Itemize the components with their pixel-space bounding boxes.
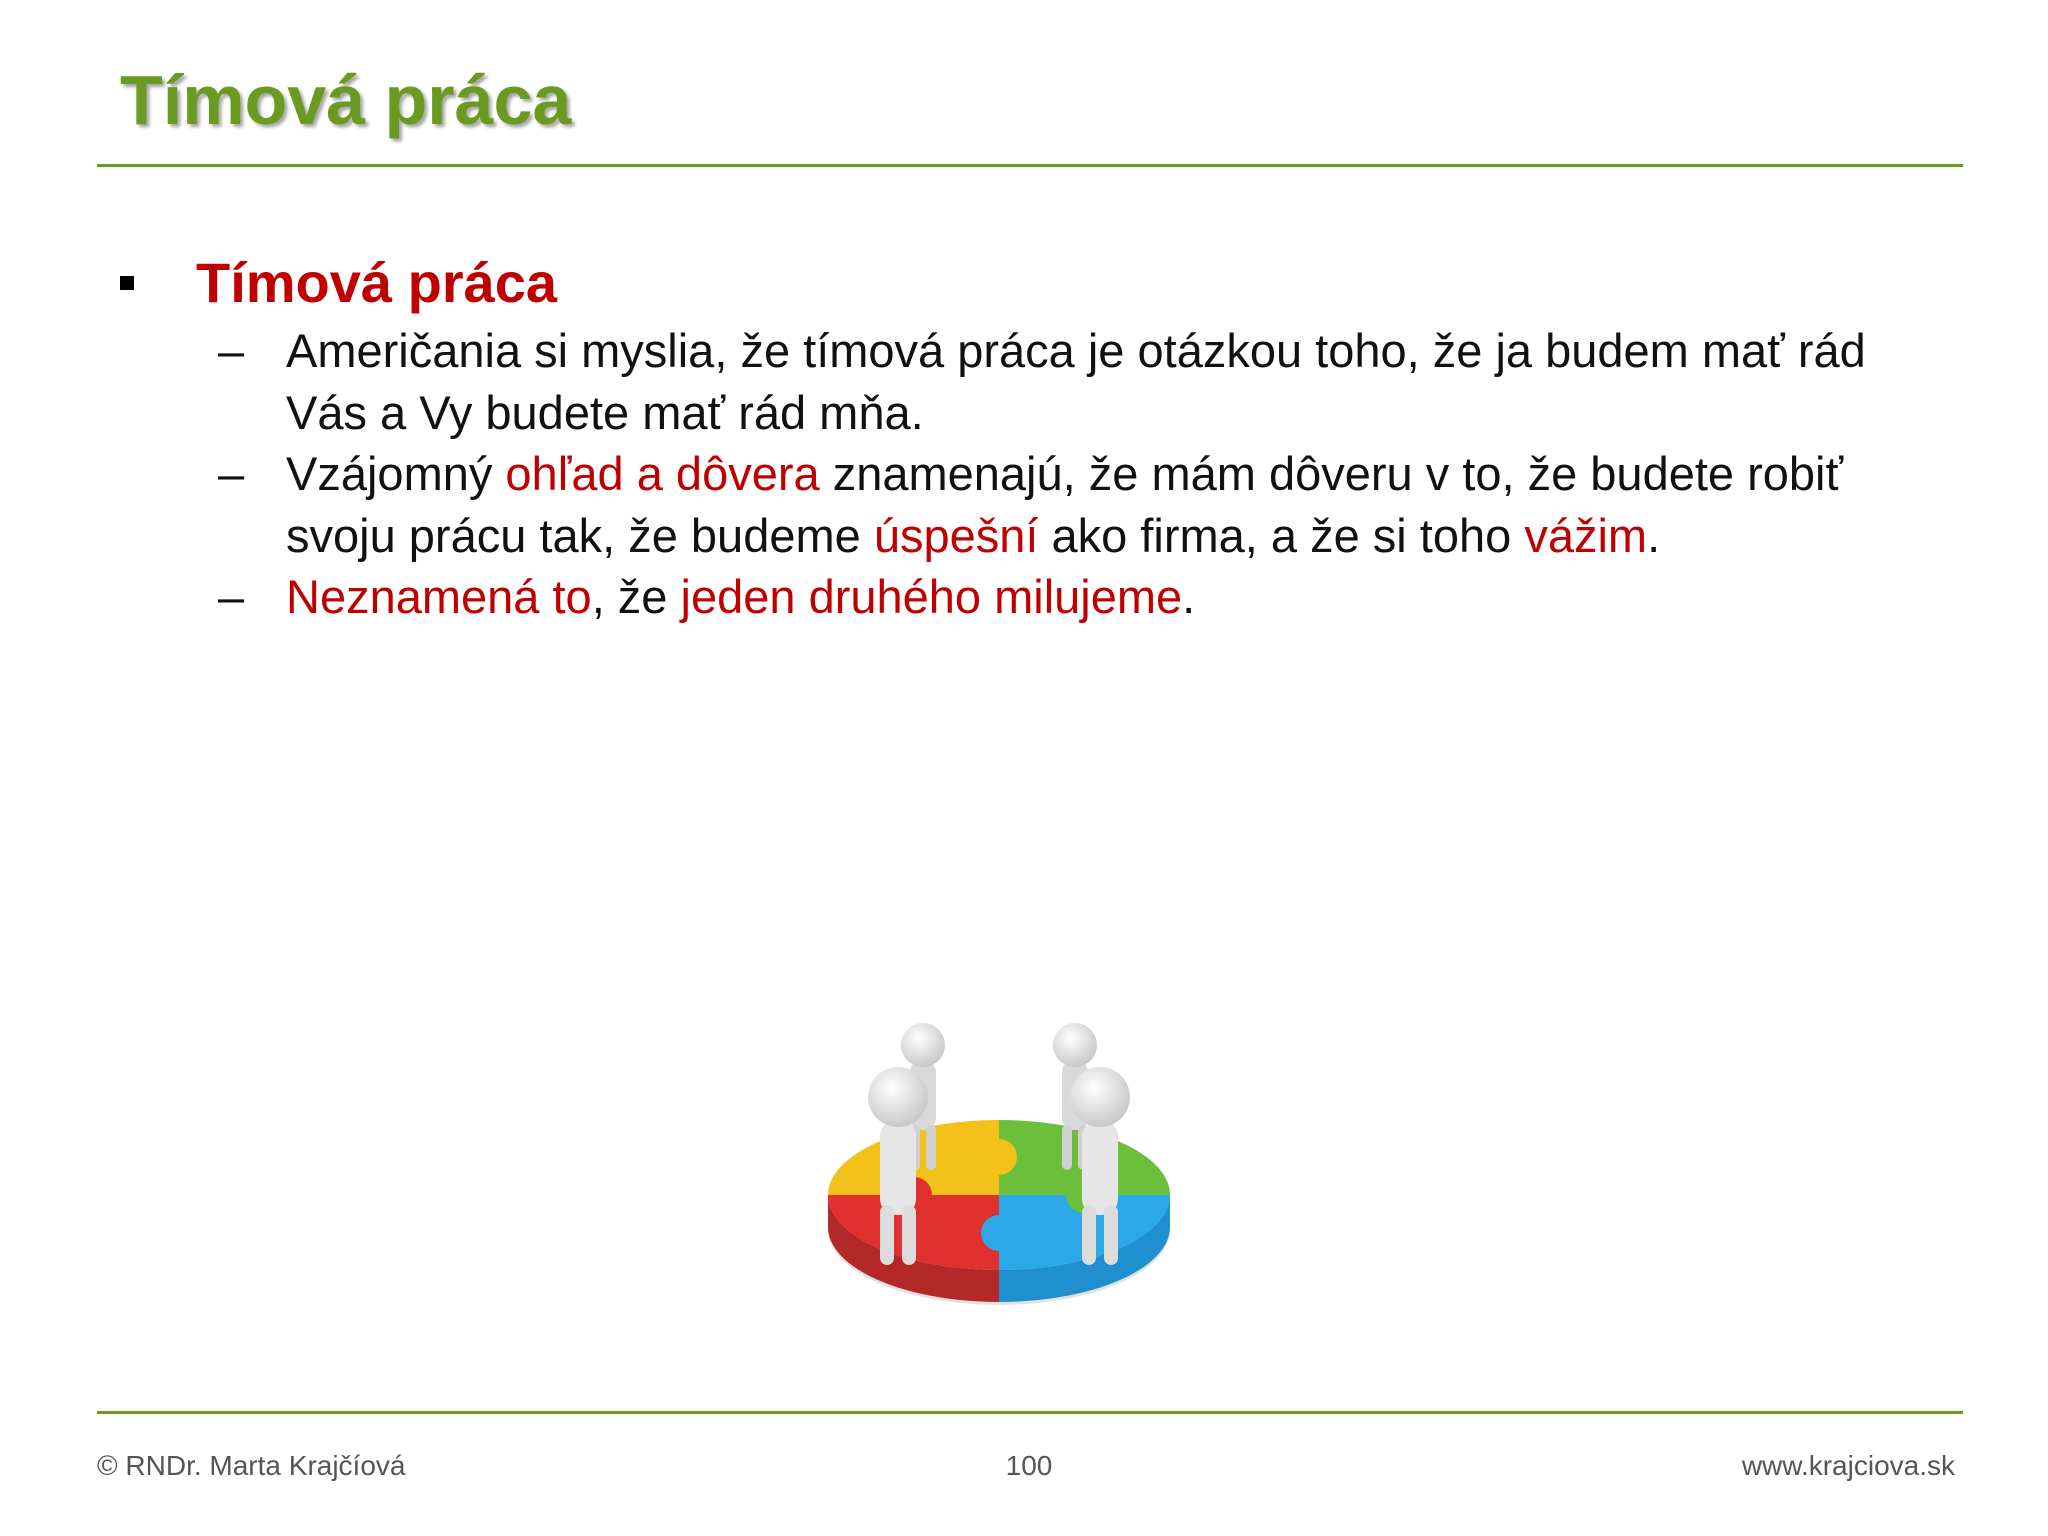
dash-bullet: – (218, 570, 245, 623)
text-plain: . (1182, 570, 1196, 623)
text-plain: ako firma, a že si toho (1038, 508, 1525, 562)
text-emphasis: ohľad a dôvera (505, 447, 820, 500)
text-emphasis: úspešní (873, 508, 1039, 562)
dash-bullet: – (218, 324, 245, 377)
sub-bullet-3 (218, 566, 1958, 628)
team-puzzle-illustration (818, 1015, 1180, 1355)
slide-title: Tímová práca (120, 61, 572, 139)
page-number: 100 (1005, 1450, 1053, 1481)
footer-website: www.krajciova.sk (1741, 1450, 1955, 1481)
sub-bullet-1 (218, 320, 1958, 443)
sub-bullet-2 (218, 443, 1958, 566)
footer-author: © RNDr. Marta Krajčíová (97, 1450, 406, 1481)
sub-bullet-2-text (286, 443, 1958, 566)
text-plain: . (1647, 508, 1661, 562)
text-plain: Vzájomný (286, 447, 506, 500)
text-emphasis: Neznamená to (286, 570, 592, 623)
text-plain: , že (591, 570, 681, 623)
bullet-level1-text: Tímová práca (196, 251, 558, 314)
sub-bullet-1-text: Američania si myslia, že tímová práca je otázkou toho, že ja budem mať rád Vás a Vy budete mať rád mňa. (286, 324, 1866, 439)
square-bullet-icon (120, 276, 134, 290)
footer-divider (97, 1411, 1963, 1414)
sub-bullet-3-text (286, 566, 1958, 628)
dash-bullet: – (218, 447, 245, 500)
sub-bullets (218, 320, 1958, 628)
text-emphasis: vážim (1524, 508, 1648, 562)
bullet-level1 (120, 252, 557, 314)
text-plain: znamenajú, že mám dôveru v to, že budete robiť svoju prácu tak, že budeme (286, 447, 1844, 562)
title-divider (97, 164, 1963, 167)
text-emphasis: jeden druhého milujeme (680, 570, 1183, 623)
